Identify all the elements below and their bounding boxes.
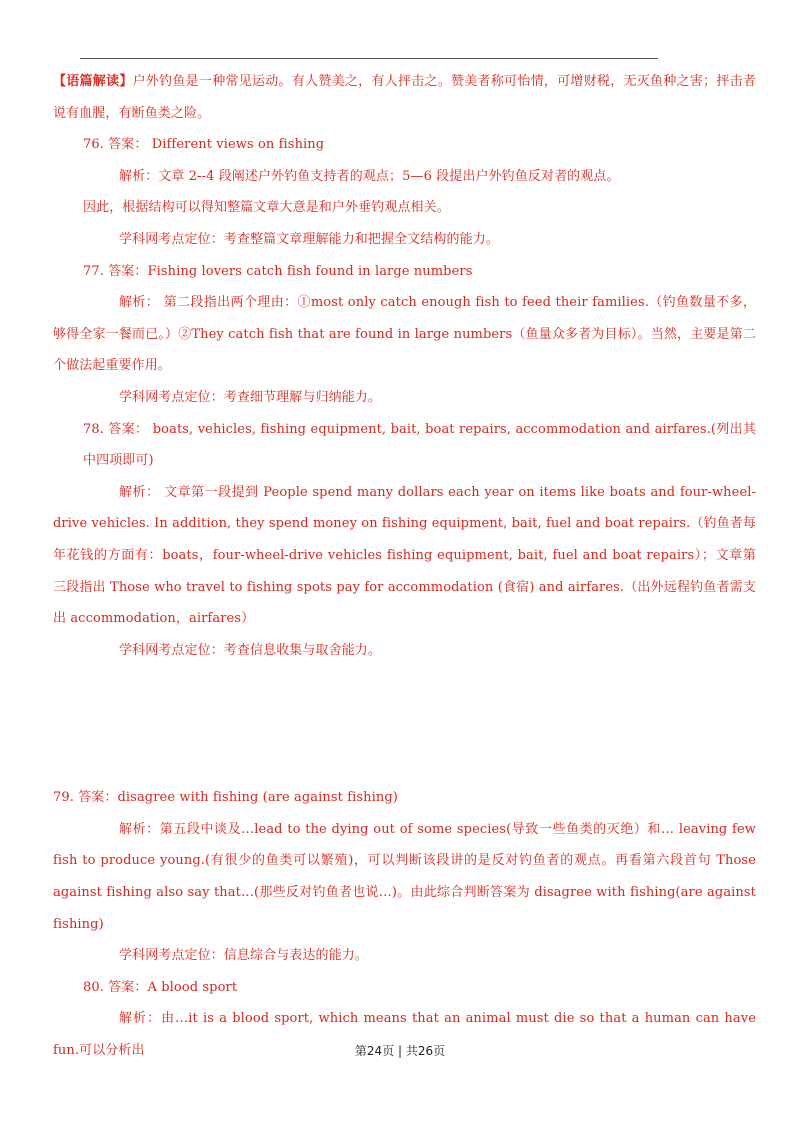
passage-intro (53, 66, 756, 129)
header-rule (80, 58, 658, 59)
intro-heading: 【语篇解读】 (53, 74, 133, 89)
answer-content (53, 66, 756, 1067)
point-77: 学科网考点定位：考查细节理解与归纳能力。 (119, 389, 382, 405)
answer-78: 78. 答案： boats, vehicles, fishing equipment, bait, boat repairs, accommodation and airfares.(列出其中四项即可) (83, 421, 756, 469)
page-footer: 第24页 | 共26页 (354, 1044, 446, 1058)
answer-77: 77. 答案：Fishing lovers catch fish found in large numbers (83, 263, 473, 279)
analysis-80: 解析：由…it is a blood sport, which means that an animal must die so that a human can have fun.可以分析出 (53, 1011, 756, 1059)
analysis-78: 解析： 文章第一段提到 People spend many dollars each year on items like boats and four-wheel-drive vehicles. In addition, they spend money on fishing equipment, bait, fuel and boat repairs.（钓鱼者每年花钱的方面有：boats，four-wheel-drive vehicles fishing equipment, bait, fuel and boat repairs）；文章第三段指出 Those who travel to fishing spots pay for accommodation (食宿) and airfares.（出外远程钓鱼者需支出 accommodation，airfares） (53, 484, 756, 627)
analysis-77: 解析： 第二段指出两个理由：①most only catch enough fish to feed their families.（钓鱼数量不多，够得全家一餐而已。）②They catch fish that are found in large numbers（鱼量众多者为目标）。当然，主要是第二个做法起重要作用。 (53, 295, 756, 374)
intro-text: 户外钓鱼是一种常见运动。有人赞美之，有人抨击之。赞美者称可怡情，可增财税，无灭鱼种之害；抨击者说有血腥，有断鱼类之险。 (53, 74, 756, 121)
answer-79: 79. 答案：disagree with fishing (are against fishing) (53, 790, 398, 806)
answer-76: 76. 答案： Different views on fishing (83, 137, 325, 153)
analysis-76: 解析：文章 2--4 段阐述户外钓鱼支持者的观点；5—6 段提出户外钓鱼反对者的观点。 (119, 168, 620, 184)
point-76: 学科网考点定位：考查整篇文章理解能力和把握全文结构的能力。 (119, 231, 499, 247)
blank-gap (53, 666, 756, 782)
answer-80: 80. 答案：A blood sport (83, 979, 238, 995)
analysis-79: 解析：第五段中谈及…lead to the dying out of some species(导致一些鱼类的灭绝）和… leaving few fish to produce young.(有很少的鱼类可以繁殖)，可以判断该段讲的是反对钓鱼者的观点。再看第六段首句 Those against fishing also say that…(那些反对钓鱼者也说…)。由此综合判断答案为 disagree with fishing(are against fishing) (53, 821, 756, 932)
point-79: 学科网考点定位：信息综合与表达的能力。 (119, 948, 368, 964)
point-78: 学科网考点定位：考查信息收集与取舍能力。 (119, 642, 382, 658)
analysis-76-cont: 因此，根据结构可以得知整篇文章大意是和户外垂钓观点相关。 (83, 200, 450, 216)
